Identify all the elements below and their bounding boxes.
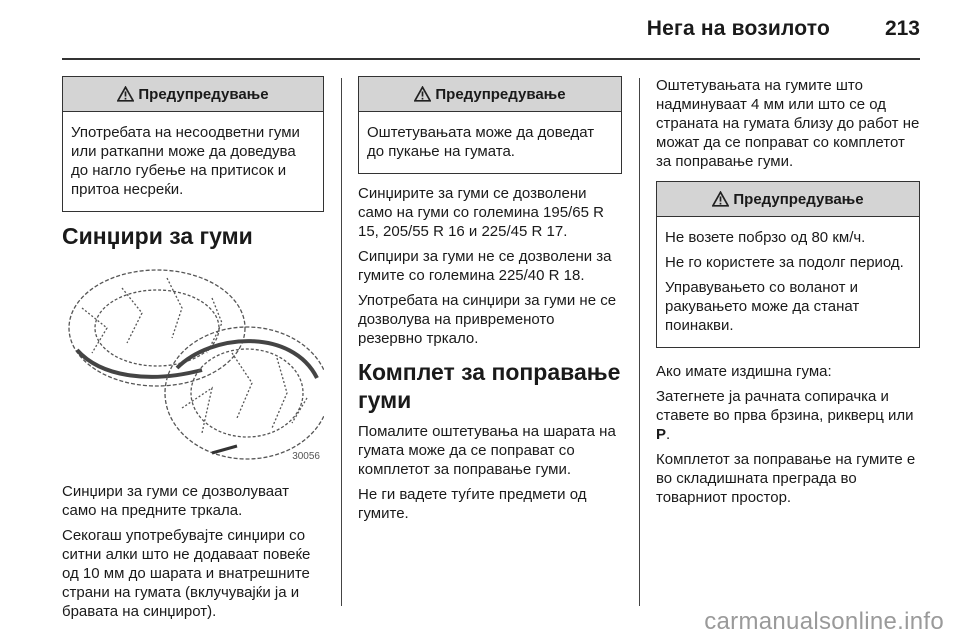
warning-body [359, 112, 621, 173]
warning-body [63, 112, 323, 211]
snow-chains-drawing [62, 258, 324, 470]
warning-title: Предупредување [733, 190, 864, 208]
warning-handling: Управувањето со воланот и ракувањето може да станат поинакви. [665, 279, 860, 334]
column-divider-2 [639, 78, 640, 606]
warning-body [657, 217, 919, 347]
warning-title: Предупредување [435, 85, 566, 103]
snow-chains-illustration [62, 258, 324, 470]
warning-icon [414, 86, 431, 102]
paragraph-minor-damage: Помалите оштетувања на шарата на гумата може да се поправат со комплетот за поправање гуми. [358, 423, 616, 478]
section-heading-repair-kit: Комплет за поправање гуми [358, 359, 621, 413]
warning-icon [712, 191, 729, 207]
section-title: Нега на возилото [646, 17, 830, 40]
page-header [0, 0, 960, 60]
warning-header [359, 77, 621, 112]
section-heading-snow-chains: Синџири за гуми [62, 223, 253, 249]
paragraph-disallowed-size: Сипџири за гуми не се дозволени за гумите со големина 225/40 R 18. [358, 248, 612, 284]
paragraph-fine-mesh: Секогаш употребувајте синџири со ситни алки што не додаваат повеќе од 10 мм до шарата и внатрешните страни на гумата (вклучувајќи ја и бравата на синџирот). [62, 527, 311, 620]
paragraph-foreign-objects: Не ги вадете туѓите предмети од гумите. [358, 486, 587, 522]
paragraph-damage-limit: Оштетувањата на гумите што надминуваат 4 мм или што се од страната на гумата близу до работ не можат да се поправат со комплетот за поправање гуми. [656, 77, 920, 170]
column-2 [358, 76, 622, 529]
paragraph-parking-brake [656, 387, 920, 444]
warning-header [657, 182, 919, 217]
paragraph-spare-wheel: Употребата на синџири за гуми не се дозволува на привременото резервно тркало. [358, 292, 617, 347]
watermark: carmanualsonline.info [704, 608, 944, 635]
column-1 [62, 76, 324, 627]
column-divider-1 [341, 78, 342, 606]
warning-header [63, 77, 323, 112]
header-rule [62, 58, 920, 60]
page-number: 213 [884, 17, 920, 40]
warning-text: Употребата на несоодветни гуми или раткапни може да доведува до нагло губење на притисок и притоа несреќи. [71, 124, 300, 198]
warning-box-1 [62, 76, 324, 212]
warning-title: Предупредување [138, 85, 269, 103]
paragraph-flat-tyre: Ако имате издишна гума: [656, 363, 832, 380]
gear-position-p: P [656, 426, 667, 443]
paragraph-allowed-sizes: Синџирите за гуми се дозволени само на гуми со големина 195/65 R 15, 205/55 R 16 и 225/45 R 17. [358, 185, 604, 240]
warning-box-3 [656, 181, 920, 348]
paragraph-front-wheels: Синџири за гуми се дозволуваат само на предните тркала. [62, 483, 289, 519]
brake-text: Затегнете ја рачната сопирачка и ставете во прва брзина, рикверц или [656, 388, 914, 424]
brake-suffix: . [666, 426, 671, 443]
warning-duration: Не го користете за подолг период. [665, 254, 904, 271]
figure-number: 30056 [292, 451, 320, 462]
paragraph-kit-location: Комплетот за поправање на гумите е во складишната преграда во товарниот простор. [656, 451, 916, 506]
column-3 [656, 76, 920, 513]
warning-speed-limit: Не возете побрзо од 80 км/ч. [665, 229, 866, 246]
warning-icon [117, 86, 134, 102]
warning-box-2 [358, 76, 622, 174]
warning-text: Оштетувањата може да доведат до пукање на гумата. [367, 124, 595, 160]
